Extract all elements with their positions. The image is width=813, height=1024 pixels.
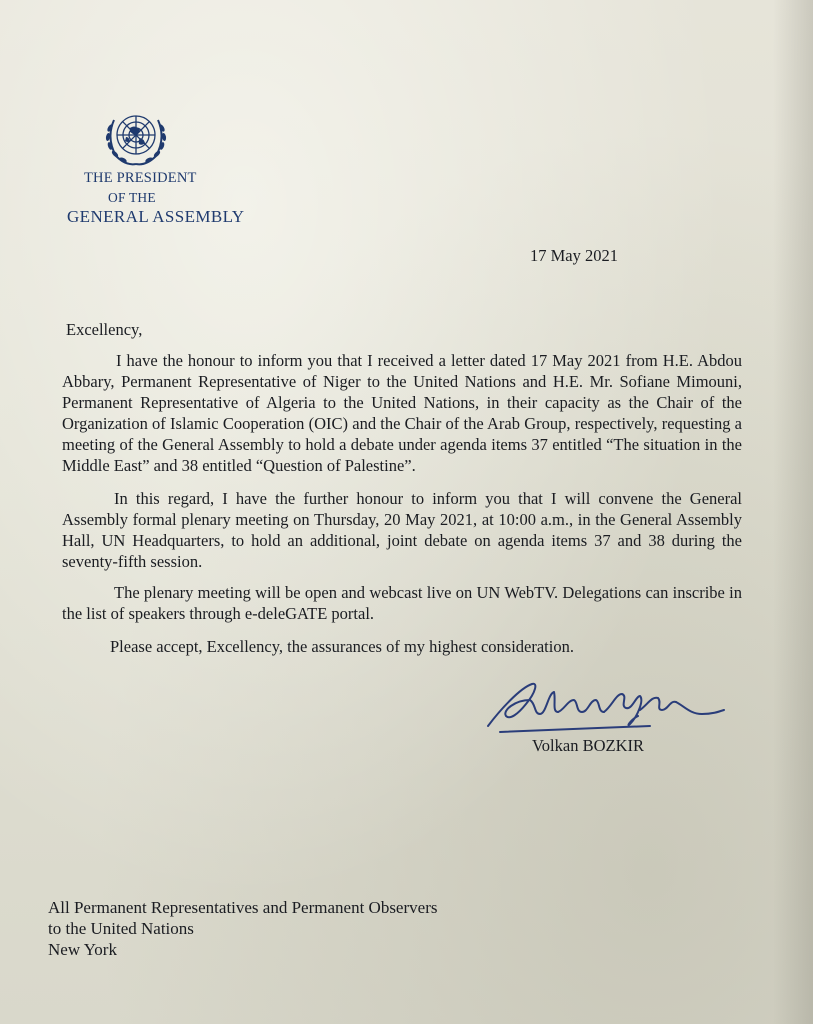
paragraph-2: In this regard, I have the further honour to inform you that I will convene the General Assembly formal plenary meeting on Thursday, 20 May 2021, at 10:00 a.m., in the General Assembly Hall, UN Headquarters, to hold an additional, joint debate on agenda items 37 and 38 during the seventy-fifth session. <box>62 489 742 571</box>
addressee-line-2: to the United Nations <box>48 919 194 938</box>
letterhead-title-line-2: OF THE <box>108 190 156 205</box>
letter-date: 17 May 2021 <box>530 246 618 265</box>
addressee-line-3: New York <box>48 940 117 959</box>
letterhead-title-line-1: THE PRESIDENT <box>84 170 197 186</box>
paragraph-closing: Please accept, Excellency, the assurances of my highest consideration. <box>110 637 574 656</box>
handwritten-signature <box>480 670 730 740</box>
signatory-name: Volkan BOZKIR <box>532 736 644 755</box>
paragraph-3: The plenary meeting will be open and webcast live on UN WebTV. Delegations can inscribe in the list of speakers through e-deleGATE portal. <box>62 583 742 623</box>
un-emblem-icon <box>100 108 172 170</box>
addressee-line-1: All Permanent Representatives and Permanent Observers <box>48 898 438 917</box>
paragraph-1: I have the honour to inform you that I received a letter dated 17 May 2021 from H.E. Abdou Abbary, Permanent Representative of Niger to the United Nations and H.E. Mr. Sofiane Mimouni, Permanent Representative of Algeria to the United Nations, in their capacity as the Chair of the Organization of Islamic Cooperation (OIC) and the Chair of the Arab Group, respectively, requesting a meeting of the General Assembly to hold a debate under agenda items 37 entitled “The situation in the Middle East” and 38 entitled “Question of Palestine”. <box>62 351 742 475</box>
salutation: Excellency, <box>66 320 143 339</box>
page-edge-shadow <box>773 0 813 1024</box>
letterhead-title-line-3: GENERAL ASSEMBLY <box>67 207 245 226</box>
